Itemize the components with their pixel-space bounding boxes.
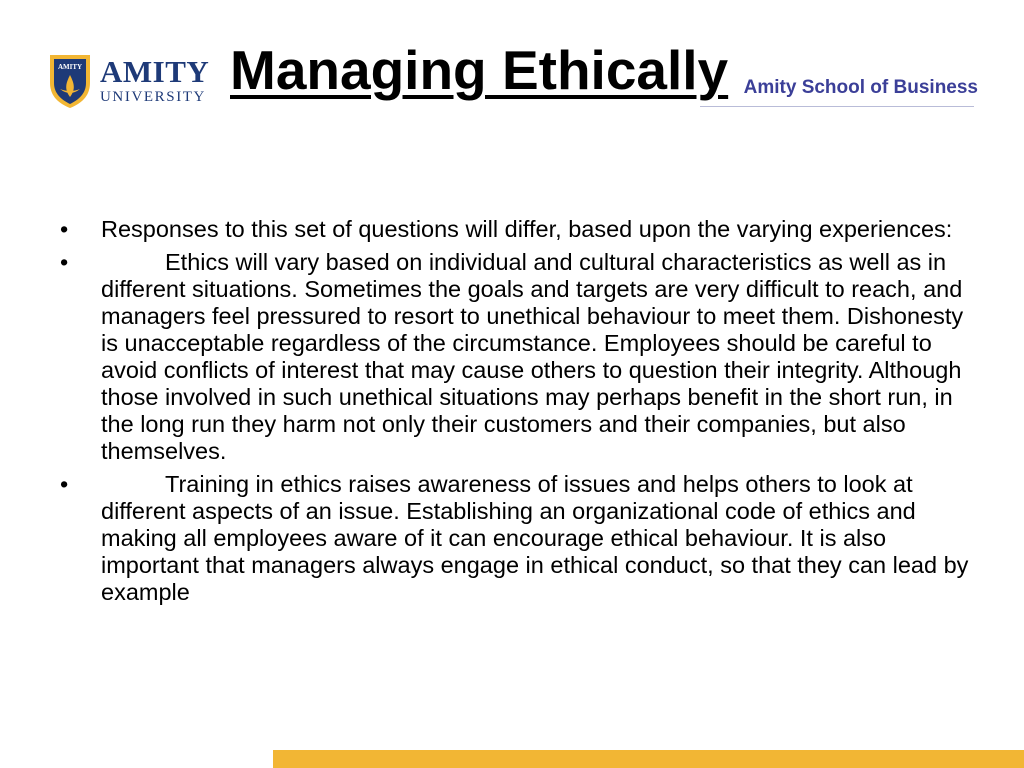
bullet-dot: • xyxy=(60,216,69,242)
bullet-text: Training in ethics raises awareness of issues and helps others to look at different aspects of an issue. Establishing an organizational code of ethics and making all employees aware of it can encourage ethical behaviour. It is also important that managers always engage in ethical conduct, so that they can lead by example xyxy=(101,471,969,605)
bullet-dot: • xyxy=(60,249,69,275)
bullet-item xyxy=(60,216,970,243)
bullet-text: Responses to this set of questions will differ, based upon the varying experiences: xyxy=(101,216,953,242)
bullet-dot: • xyxy=(60,471,69,497)
bullet-text: Ethics will vary based on individual and cultural characteristics as well as in different situations. Sometimes the goals and targets are very difficult to reach, and managers feel pressured to resort to unethical behaviour to meet them. Dishonesty is unacceptable regardless of the circumstance. Employees should be careful to avoid conflicts of interest that may cause others to question their integrity. Although those involved in such unethical situations may perhaps benefit in the short run, in the long run they harm not only their customers and their companies, but also themselves. xyxy=(101,249,964,464)
logo-subtitle: UNIVERSITY xyxy=(100,89,206,105)
school-name: Amity School of Business xyxy=(743,77,978,98)
logo-name: AMITY xyxy=(100,54,210,89)
header-rule xyxy=(700,106,974,107)
amity-shield-icon xyxy=(46,53,94,109)
bullet-item xyxy=(60,249,970,465)
bullet-item xyxy=(60,471,970,606)
amity-university-logo xyxy=(46,50,226,112)
slide-title: Managing Ethically xyxy=(230,39,729,101)
footer-accent-bar xyxy=(273,750,1024,768)
shield-label: AMITY xyxy=(57,63,83,71)
slide-body xyxy=(60,216,970,612)
